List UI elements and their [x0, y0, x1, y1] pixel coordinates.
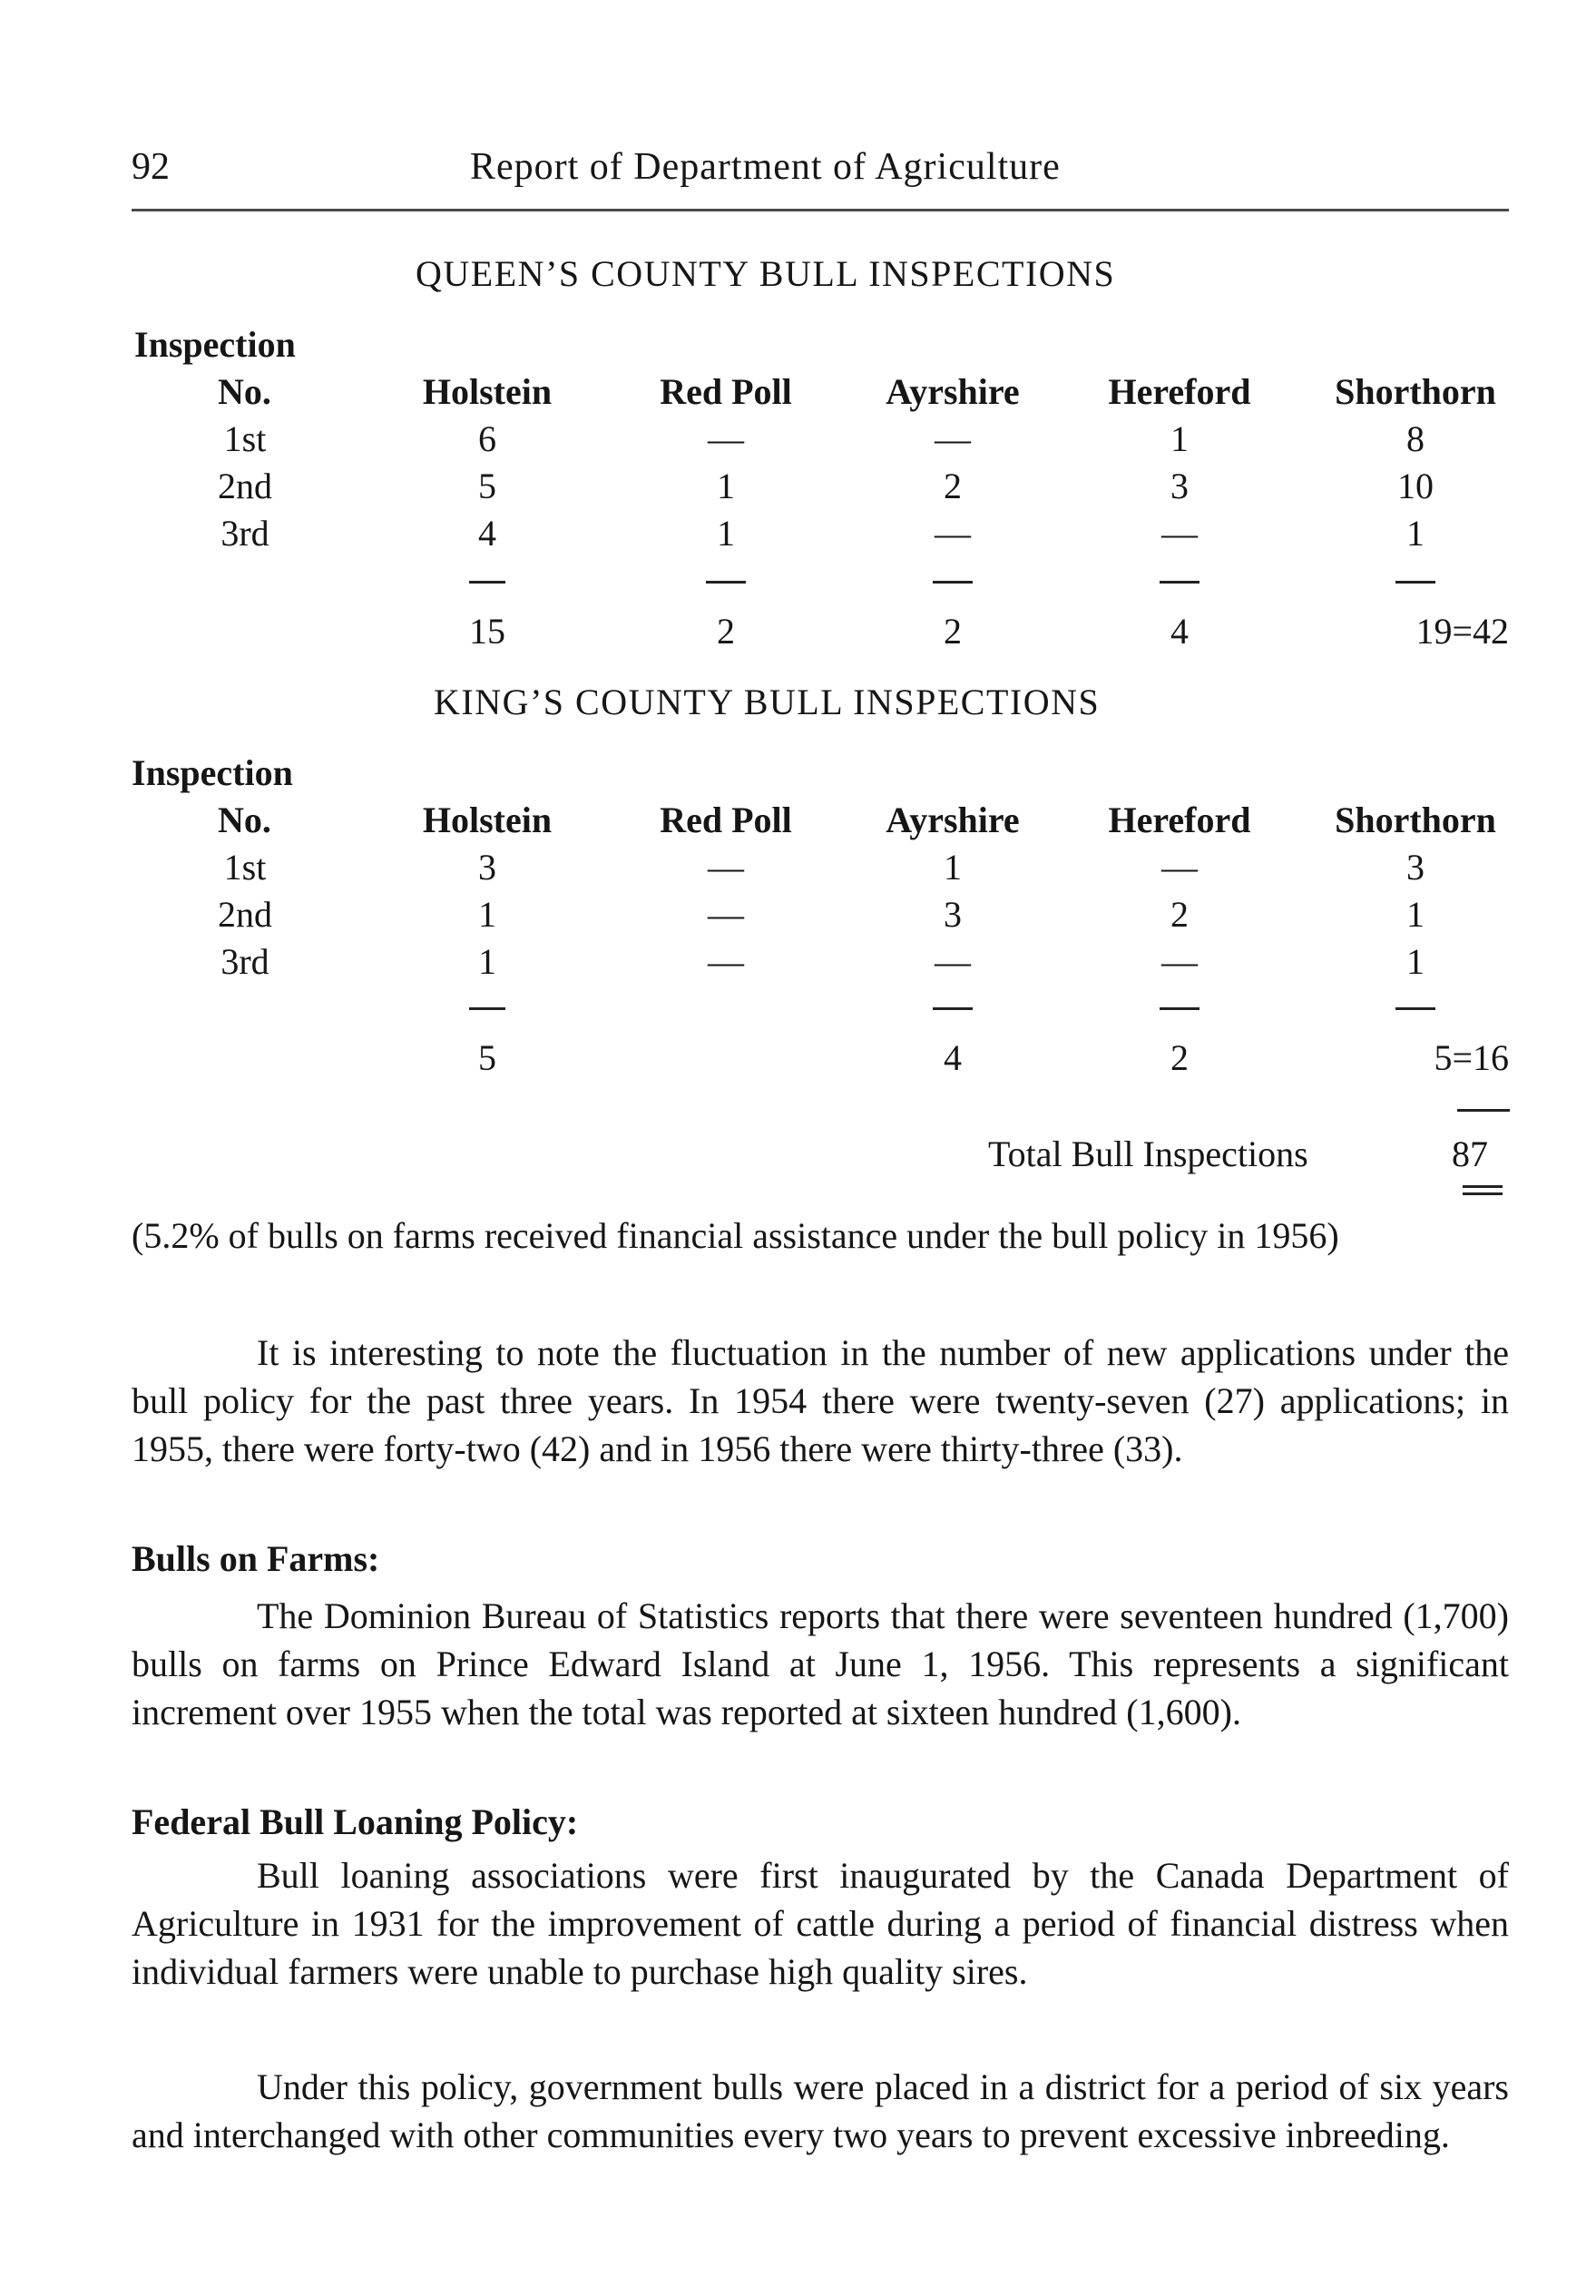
applications-text: It is interesting to note the fluctuation in the number of new applications under the bull policy for the past three years. In 1954 there were twenty-seven (27) applications; in 1955, there were forty-two (42) and in 1956 there were thirty-three (33). — [132, 1332, 1509, 1469]
queens-cell: 2 — [944, 466, 962, 506]
kings-sum-dash — [469, 1007, 505, 1010]
kings-cell: — — [708, 941, 744, 982]
kings-total: 2 — [1170, 1037, 1189, 1078]
kings-cell: 3 — [478, 847, 496, 888]
federal-policy-text-1: Bull loaning associations were first inaugurated by the Canada Department of Agriculture in 1931 for the improvement of cattle during a period of financial distress when individual farmers were unable to purchase high quality sires. — [132, 1855, 1509, 1992]
bulls-on-farms-paragraph — [132, 1592, 1509, 1736]
queens-total: 2 — [944, 611, 962, 652]
queens-sum-dash — [1160, 581, 1199, 584]
queens-cell: 4 — [478, 513, 496, 554]
queens-cell: 1 — [717, 466, 735, 506]
kings-row-label: 1st — [223, 847, 267, 888]
kings-cell: 1 — [1406, 941, 1425, 982]
bulls-on-farms-heading: Bulls on Farms: — [132, 1538, 380, 1579]
queens-row-label: 3rd — [220, 513, 269, 554]
queens-cell: 5 — [478, 466, 496, 506]
queens-row-label: 1st — [223, 418, 267, 459]
kings-col-header-hereford: Hereford — [1108, 800, 1251, 840]
kings-col-header-holstein: Holstein — [422, 800, 553, 840]
header-rule — [132, 209, 1509, 211]
kings-cell: 3 — [944, 894, 962, 935]
grand-total-label: Total Bull Inspections — [988, 1133, 1308, 1174]
queens-inspection-label: Inspection — [134, 324, 296, 365]
queens-cell: — — [1161, 513, 1198, 554]
kings-cell: 2 — [1170, 894, 1189, 935]
running-header — [132, 145, 1511, 200]
applications-paragraph — [132, 1329, 1509, 1473]
kings-row-label: 2nd — [218, 894, 272, 935]
queens-col-header-shorthorn: Shorthorn — [1335, 371, 1496, 412]
kings-inspection-label: Inspection — [132, 752, 293, 793]
queens-cell: 8 — [1406, 418, 1425, 459]
kings-cell: — — [708, 894, 744, 935]
kings-cell: — — [1161, 941, 1198, 982]
kings-cell: 1 — [1406, 894, 1425, 935]
federal-policy-paragraph-2 — [132, 2063, 1509, 2159]
queens-col-header-holstein: Holstein — [422, 371, 553, 412]
grand-total-value: 87 — [1452, 1133, 1488, 1174]
queens-cell: — — [935, 513, 971, 554]
double-rule-top — [1463, 1185, 1503, 1188]
queens-col-header-red-poll: Red Poll — [660, 371, 792, 412]
assistance-note: (5.2% of bulls on farms received financial assistance under the bull policy in 1956) — [132, 1215, 1339, 1256]
federal-policy-text-2: Under this policy, government bulls were placed in a district for a period of six years and interchanged with other communities every two years to prevent excessive inbreeding. — [132, 2066, 1509, 2155]
kings-cell: 1 — [944, 847, 962, 888]
running-header-title: Report of Department of Agriculture — [470, 146, 1061, 188]
kings-no-label: No. — [218, 800, 271, 840]
kings-sum-dash — [933, 1007, 973, 1010]
queens-cell: 10 — [1397, 466, 1434, 506]
queens-cell: — — [935, 418, 971, 459]
grand-total-rule — [1457, 1109, 1510, 1112]
kings-total: 4 — [944, 1037, 962, 1078]
queens-sum-dash — [706, 581, 746, 584]
federal-policy-paragraph-1 — [132, 1851, 1509, 1996]
kings-col-header-red-poll: Red Poll — [660, 800, 792, 840]
kings-cell: — — [1161, 847, 1198, 888]
queens-sum-dash — [1395, 581, 1435, 584]
kings-sum-dash — [1160, 1007, 1199, 1010]
queens-table-title: QUEEN’S COUNTY BULL INSPECTIONS — [416, 253, 1116, 294]
kings-cell: — — [935, 941, 971, 982]
kings-sum-dash — [1395, 1007, 1435, 1010]
federal-policy-heading: Federal Bull Loaning Policy: — [132, 1801, 579, 1842]
queens-cell: 1 — [1406, 513, 1425, 554]
kings-cell: 1 — [478, 941, 496, 982]
bulls-on-farms-text: The Dominion Bureau of Statistics reports that there were seventeen hundred (1,700) bulls on farms on Prince Edward Island at June 1, 1956. This represents a significant increment over 1955 when the total was reported at sixteen hundred (1,600). — [132, 1595, 1509, 1732]
queens-row-label: 2nd — [218, 466, 272, 506]
queens-col-header-ayrshire: Ayrshire — [886, 371, 1020, 412]
kings-cell: 3 — [1406, 847, 1425, 888]
queens-cell: 1 — [1170, 418, 1189, 459]
queens-sum-dash — [933, 581, 973, 584]
kings-table-title: KING’S COUNTY BULL INSPECTIONS — [434, 682, 1101, 722]
kings-col-header-shorthorn: Shorthorn — [1335, 800, 1496, 840]
queens-total: 2 — [717, 611, 735, 652]
double-rule-bottom — [1463, 1192, 1503, 1195]
kings-total: 5=16 — [1434, 1037, 1509, 1078]
kings-row-label: 3rd — [220, 941, 269, 982]
queens-cell: 3 — [1170, 466, 1189, 506]
queens-col-header-hereford: Hereford — [1108, 371, 1251, 412]
kings-cell: — — [708, 847, 744, 888]
queens-cell: 6 — [478, 418, 496, 459]
kings-cell: 1 — [478, 894, 496, 935]
page-number: 92 — [132, 146, 170, 188]
queens-no-label: No. — [218, 371, 271, 412]
queens-cell: — — [708, 418, 744, 459]
queens-total: 4 — [1170, 611, 1189, 652]
queens-total: 15 — [469, 611, 505, 652]
queens-total: 19=42 — [1415, 611, 1509, 652]
queens-cell: 1 — [717, 513, 735, 554]
kings-total: 5 — [478, 1037, 496, 1078]
queens-sum-dash — [469, 581, 505, 584]
kings-col-header-ayrshire: Ayrshire — [886, 800, 1020, 840]
